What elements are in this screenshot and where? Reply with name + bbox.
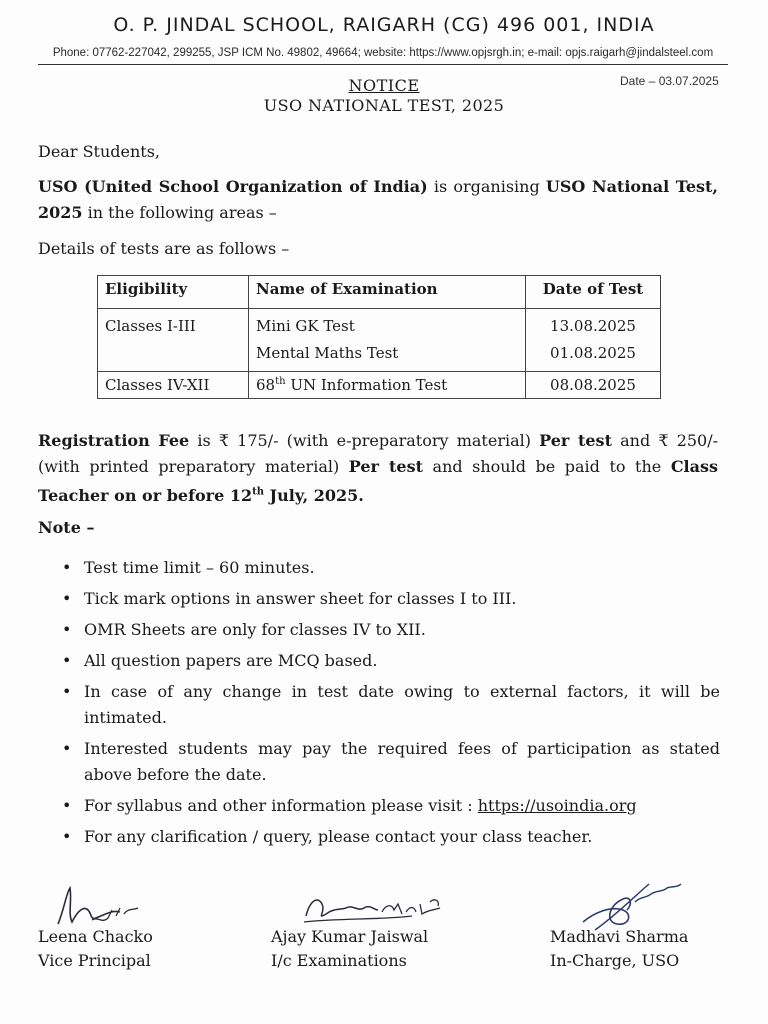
table-row [98,372,661,399]
intro-bold-test: USO National Test, 2025 [38,177,719,222]
fee-text-2: and ₹ 250/- (with printed preparatory material) [38,431,719,476]
header-divider [38,64,728,65]
fee-bold-per-test-1: Per test [539,431,612,450]
cell-exam-name [249,372,526,399]
fee-bold-label: Registration Fee [38,431,190,450]
intro-paragraph [38,174,718,226]
list-item [60,555,720,581]
note-list [60,555,720,855]
cell-eligibility [98,309,249,372]
signatory-role: Vice Principal [38,951,151,970]
signature-scribble-2 [300,890,460,930]
intro-bold-uso: USO (United School Organization of India) [38,177,428,196]
signature-scribble-1 [50,880,160,930]
list-item-text: Tick mark options in answer sheet for classes I to III. [84,589,517,608]
signatory-role: I/c Examinations [271,951,407,970]
note-heading: Note – [38,518,95,537]
list-item-text: Test time limit – 60 minutes. [84,558,315,577]
header-eligibility: Eligibility [98,276,249,309]
fee-text-1: is ₹ 175/- (with e-preparatory material) [189,431,540,450]
signature-vice-principal [38,925,153,973]
contact-line: Phone: 07762-227042, 299255, JSP ICM No. 49802, 49664; website: https://www.opjsrgh.in; e-mail: opjs.raigarh@jindalsteel.com [52,47,714,59]
list-item [60,586,720,612]
signatory-name: Madhavi Sharma [550,927,689,946]
bullet-icon: • [62,739,72,758]
test-date: 08.08.2025 [550,376,636,394]
table-header-row [98,276,661,309]
fee-deadline-superscript: th [252,487,264,498]
list-item-text: For any clarification / query, please contact your class teacher. [84,827,593,846]
cell-exam-name [249,309,526,372]
list-item-text: For syllabus and other information please visit : [84,796,478,815]
exam-name: Mental Maths Test [256,344,399,362]
list-item [60,736,720,788]
header-exam-name: Name of Examination [249,276,526,309]
notice-subtitle: USO NATIONAL TEST, 2025 [263,96,505,115]
fee-deadline-part-2: July, 2025. [263,486,364,506]
list-item [60,617,720,643]
bullet-icon: • [62,651,72,670]
tests-table [97,275,661,399]
eligibility-value: Classes IV-XII [105,376,210,394]
school-name: O. P. JINDAL SCHOOL, RAIGARH (CG) 496 001, INDIA [113,14,655,36]
eligibility-value: Classes I-III [105,317,196,335]
signatory-name: Leena Chacko [38,927,153,946]
list-item [60,679,720,731]
fee-text-3: and should be paid to the [422,457,671,476]
bullet-icon: • [62,589,72,608]
table-row [98,309,661,372]
cell-eligibility [98,372,249,399]
cell-test-date [526,309,661,372]
bullet-icon: • [62,796,72,815]
notice-title: NOTICE [348,76,420,95]
list-item [60,648,720,674]
test-date: 01.08.2025 [550,344,636,362]
exam-name: Mini GK Test [256,317,355,335]
list-item-text: OMR Sheets are only for classes IV to XII. [84,620,426,639]
salutation: Dear Students, [38,142,161,161]
list-item [60,824,720,850]
list-item [60,793,720,819]
bullet-icon: • [62,558,72,577]
exam-name-number: 68 [256,376,276,394]
signatory-role: In-Charge, USO [550,951,680,970]
fee-paragraph [38,428,718,509]
list-item-text: All question papers are MCQ based. [84,651,378,670]
exam-name-rest: UN Information Test [285,376,448,394]
bullet-icon: • [62,682,72,701]
syllabus-link[interactable]: https://usoindia.org [477,796,637,815]
list-item-text: Interested students may pay the required fees of participation as stated above before the date. [84,739,720,784]
signatory-name: Ajay Kumar Jaiswal [271,927,429,946]
list-item-text: In case of any change in test date owing to external factors, it will be intimated. [84,682,720,727]
bullet-icon: • [62,620,72,639]
bullet-icon: • [62,827,72,846]
cell-test-date [526,372,661,399]
exam-name-superscript: th [275,376,286,387]
header-test-date: Date of Test [526,276,661,309]
details-line: Details of tests are as follows – [38,239,290,258]
signature-examinations [271,925,428,973]
notice-date: Date – 03.07.2025 [620,74,719,88]
test-date: 13.08.2025 [550,317,636,335]
intro-text-2: in the following areas – [82,203,277,222]
fee-bold-per-test-2: Per test [348,457,423,476]
fee-deadline-part-1: Class Teacher on or before 12 [38,457,719,506]
intro-text-1: is organising [427,177,546,196]
signature-uso-incharge [550,925,688,973]
